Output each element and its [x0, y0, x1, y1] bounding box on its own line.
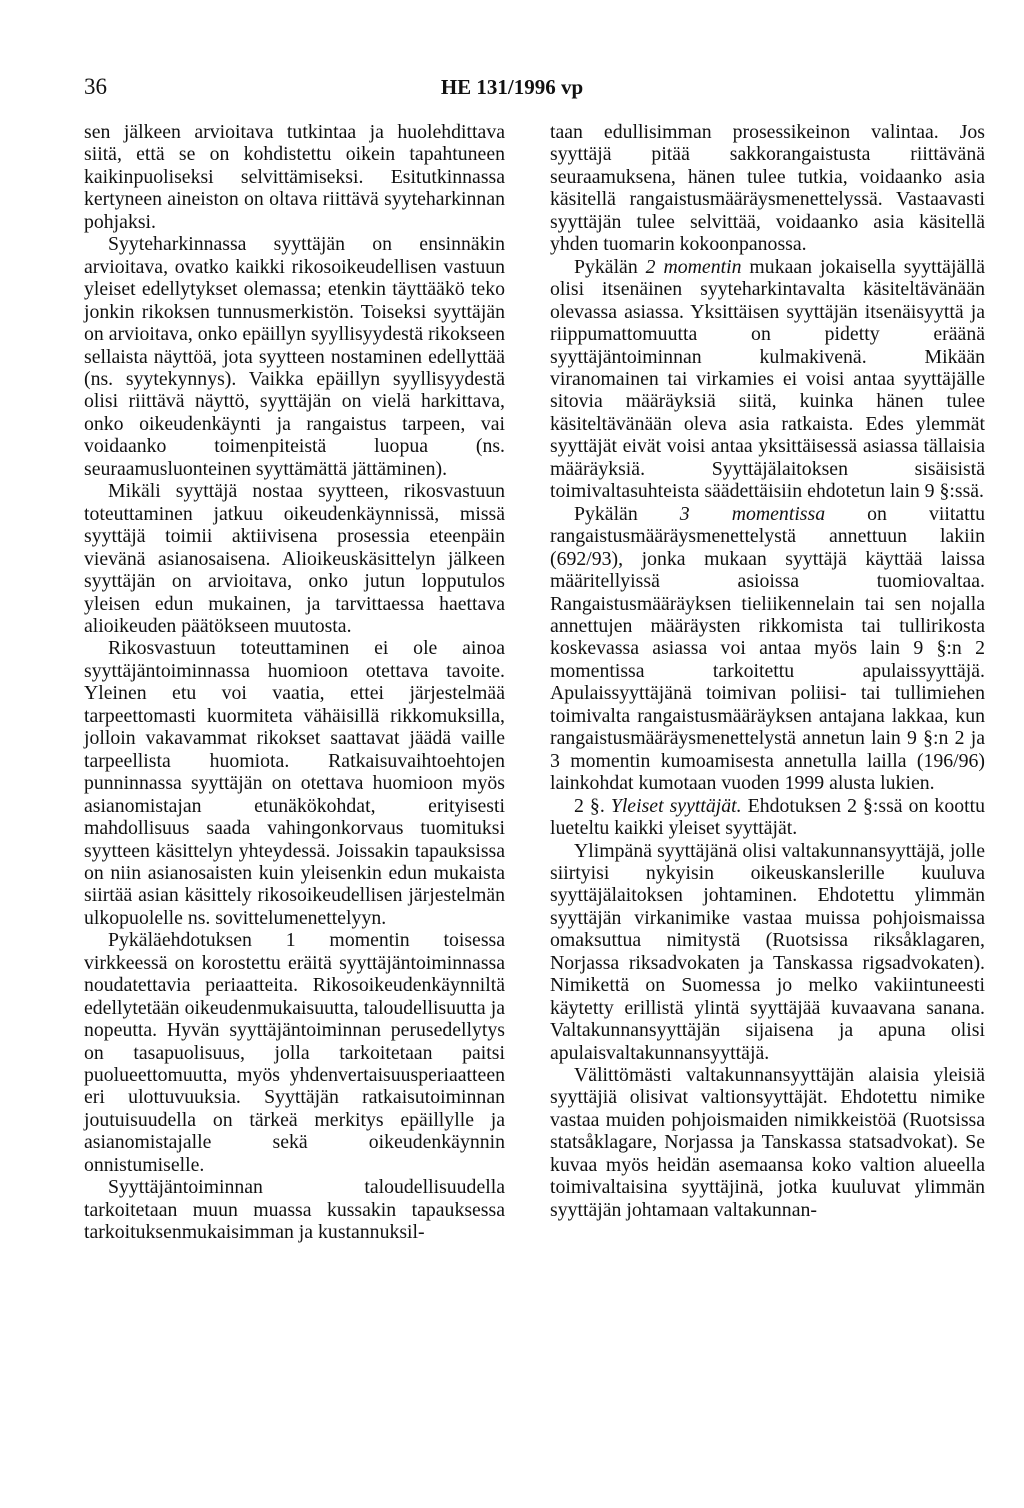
right-column [550, 121, 985, 1221]
section-title: Yleiset syyttäjät. [610, 794, 742, 817]
paragraph [550, 256, 985, 503]
paragraph-text: on viitattu rangaistusmääräysmenettelystä annettuun lakiin (692/93), jonka mukaan syyttäjä käyttää laissa määritellyissä asioissa tuomiovaltaa. Rangaistusmääräyksen tieliikennelain tai sen nojalla annettujen määräysten rikkomista tai tullirikosta koskevassa asiassa voi antaa myös lain 9 §:n 2 momentissa tarkoitettu apulaissyyttäjä. Apulaissyyttäjänä toimivan poliisi- tai tullimiehen toimivalta rangaistusmääräyksen antajana lakkaa, kun rangaistusmääräysmenettelystä annetun lain 9 §:n 2 ja 3 momentin kumoamisesta annetulla lailla (196/96) lainkohdat kumotaan vuoden 1999 alusta lukien. [550, 502, 985, 795]
emphasis: 2 momentin [645, 255, 742, 278]
paragraph: sen jälkeen arvioitava tutkintaa ja huolehdittava siitä, että se on kohdistettu oikein tapahtuneen kaikinpuoliseksi selvittämiseksi. Esitutkinnassa kertyneen aineiston on oltava riittävä syyteharkinnan pohjaksi. [84, 121, 505, 233]
paragraph-lead: Pykälän [574, 502, 680, 525]
section-number: 2 §. [574, 794, 611, 817]
paragraph: Ylimpänä syyttäjänä olisi valtakunnansyyttäjä, jolle siirtyisi nykyisin oikeuskanslerille kuuluva syyttäjälaitoksen johtaminen. Ehdotettu ylimmän syyttäjän virkanimike vastaa muissa pohjoismaissa omaksuttua nimitystä (Ruotsissa riksåklagaren, Norjassa riksadvokaten ja Tanskassa rigsadvokaten). Nimikettä on Suomessa jo melko vakiintuneesti käytetty erillistä ylintä syyttäjää kuvaavana sanana. Valtakunnansyyttäjän sijaisena ja apuna olisi apulaisvaltakunnansyyttäjä. [550, 839, 985, 1064]
section-heading-paragraph [550, 795, 985, 840]
paragraph: Syyteharkinnassa syyttäjän on ensinnäkin arvioitava, ovatko kaikki rikosoikeudellisen vastuun yleiset edellytykset olemassa; etenkin täyttääkö teko jonkin rikoksen tunnusmerkistön. Toiseksi syyttäjän on arvioitava, onko epäillyn syyllisyydestä rikokseen sellaista näyttöä, jota syytteen nostaminen edellyttää (ns. syytekynnys). Vaikka epäillyn syyllisyydestä olisi riittävä näyttö, syyttäjän on vielä harkittava, onko oikeudenkäynti ja rangaistus tarpeen, vai voidaanko toimenpiteistä luopua (ns. seuraamusluonteinen syyttämättä jättäminen). [84, 233, 505, 480]
emphasis: 3 momentissa [679, 502, 826, 525]
paragraph-text: mukaan jokaisella syyttäjällä olisi itsenäinen syyteharkintavalta käsiteltävänään olevassa asiassa. Yksittäisen syyttäjän itsenäisyyttä ja riippumattomuutta on pidetty eräänä syyttäjäntoiminnan kulmakivenä. Mikään viranomainen tai virkamies ei voisi antaa syyttäjälle sitovia määräyksiä siitä, kuinka hänen tulee käsiteltävänään oleva asia ratkaista. Edes ylemmät syyttäjät eivät voisi antaa yksittäisessä asiassa tällaisia määräyksiä. Syyttäjälaitoksen sisäisistä toimivaltasuhteista säädettäisiin ehdotetun lain 9 §:ssä. [550, 255, 985, 503]
paragraph: taan edullisimman prosessikeinon valintaa. Jos syyttäjä pitää sakkorangaistusta riittävänä seuraamuksena, hänen tulee tutkia, voidaanko asia käsitellä rangaistusmääräysmenettelyssä. Vastaavasti syyttäjän tulee selvittää, voidaanko asia käsitellä yhden tuomarin kokoonpanossa. [550, 121, 985, 256]
paragraph: Rikosvastuun toteuttaminen ei ole ainoa syyttäjäntoiminnassa huomioon otettava tavoite. Yleinen etu voi vaatia, ettei järjestelmää tarpeettomasti kuormiteta vähäisillä rikkomuksilla, jolloin vakavammat rikokset saattavat jäädä vaille tarpeellista huomiota. Ratkaisuvaihtoehtojen punninnassa syyttäjän on otettava huomioon myös asianomistajan etunäkökohdat, erityisesti mahdollisuus saada vahingonkorvaus tuomituksi syytteen käsittelyn yhteydessä. Joissakin tapauksissa on niin asianosaisten kuin yleisenkin edun mukaista siirtää asian käsittely rikosoikeudellisen järjestelmän ulkopuolelle ns. sovittelumenettelyyn. [84, 637, 505, 929]
paragraph: Välittömästi valtakunnansyyttäjän alaisia yleisiä syyttäjiä olisivat valtionsyyttäjät. Ehdotettu nimike vastaa muiden pohjoismaiden nimikkeistöä (Ruotsissa statsåklagare, Norjassa ja Tanskassa statsadvokat). Se kuvaa myös heidän asemaansa koko valtion alueella toimivaltaisina syyttäjinä, jotka kuuluvat ylimmän syyttäjän johtamaan valtakunnan- [550, 1064, 985, 1221]
paragraph: Pykäläehdotuksen 1 momentin toisessa virkkeessä on korostettu eräitä syyttäjäntoiminnassa noudatettavia periaatteita. Rikosoikeudenkäynniltä edellytetään oikeudenmukaisuutta, taloudellisuutta ja nopeutta. Hyvän syyttäjäntoiminnan perusedellytys on tasapuolisuus, jolla tarkoitetaan paitsi puolueettomuutta, myös yhdenvertaisuusperiaatteen eri ulottuvuuksia. Syyttäjän ratkaisutoiminnan joutuisuudella on tärkeä merkitys epäillylle ja asianomistajalle sekä oikeudenkäynnin onnistumiselle. [84, 929, 505, 1176]
paragraph: Mikäli syyttäjä nostaa syytteen, rikosvastuun toteuttaminen jatkuu oikeudenkäynnissä, missä syyttäjä toimii aktiivisena prosessia eteenpäin vievänä asianosaisena. Alioikeuskäsittelyn jälkeen syyttäjän on arvioitava, onko jutun lopputulos yleisen edun mukainen, ja tarvittaessa haettava alioikeuden päätökseen muutosta. [84, 480, 505, 637]
paragraph-lead: Pykälän [574, 255, 646, 278]
page-number: 36 [84, 74, 107, 99]
running-header: HE 131/1996 vp [440, 75, 584, 99]
left-column [84, 121, 505, 1244]
paragraph [550, 503, 985, 795]
paragraph-text: Ehdotuksen 2 §:ssä on koottu lueteltu kaikki yleiset syyttäjät. [550, 794, 985, 840]
paragraph: Syyttäjäntoiminnan taloudellisuudella tarkoitetaan muun muassa kussakin tapauksessa tarkoituksenmukaisimman ja kustannuksil- [84, 1176, 505, 1244]
